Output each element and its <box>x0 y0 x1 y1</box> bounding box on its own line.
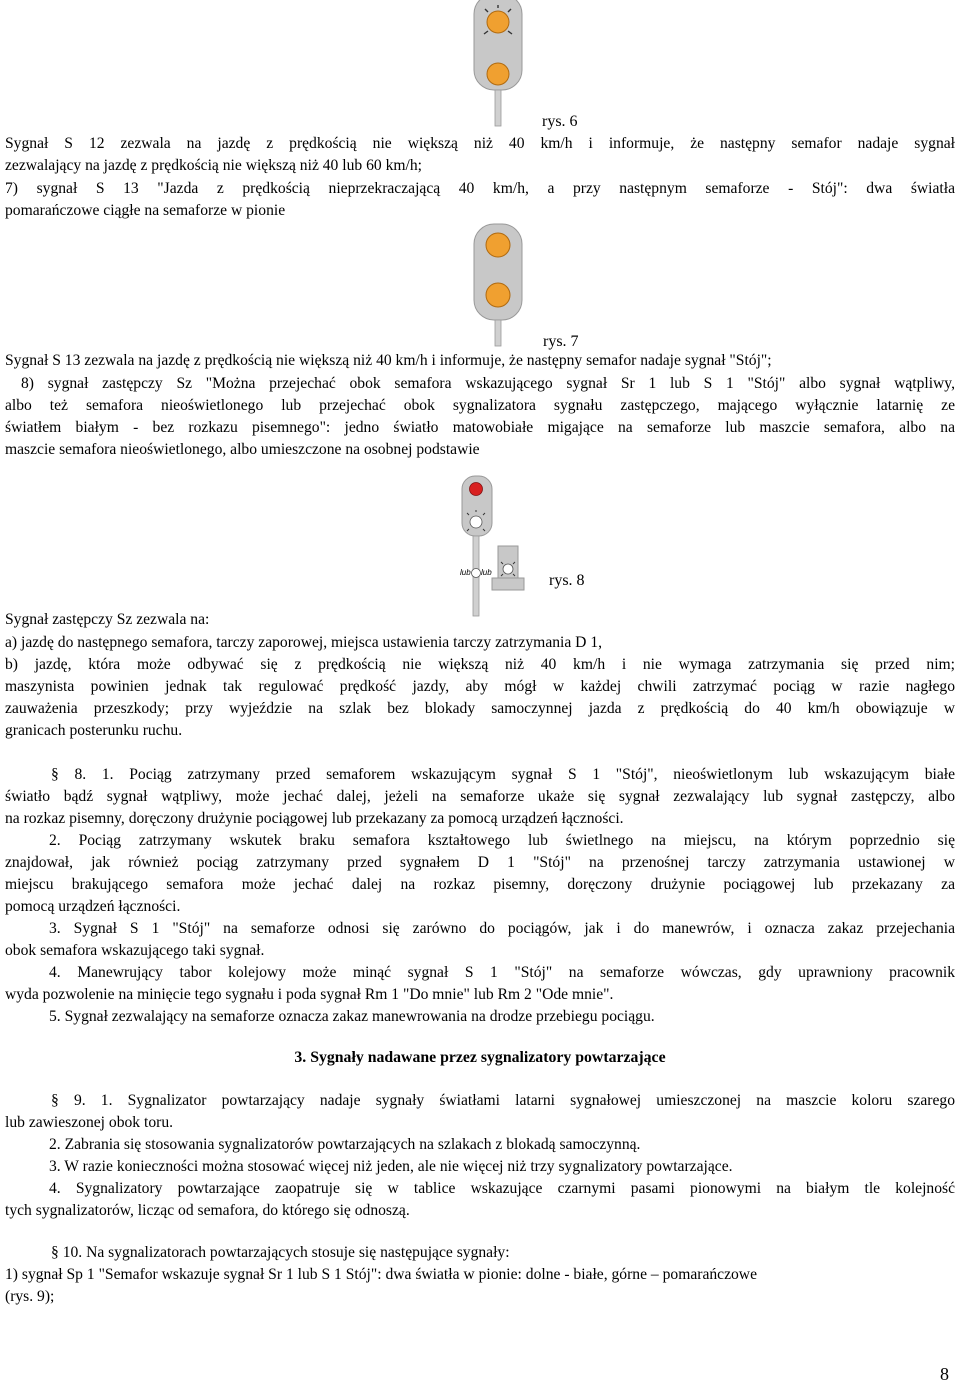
par-8-2-line-4: pomocą urządzeń łączności. <box>5 898 181 915</box>
sz-item-b-line-1: b) jazdę, która może odbywać się z prędkością nie większą niż 40 km/h i nie wymaga zatrzymania się przed nim; <box>5 656 955 673</box>
par-8-1-line-1: § 8. 1. Pociąg zatrzymany przed semaforem wskazującym sygnał S 1 "Stój", nieoświetlonym lub wskazującym białe <box>51 766 955 783</box>
sz-allows-heading: Sygnał zastępczy Sz zezwala na: <box>5 611 210 628</box>
sp1-line-1: 1) sygnał Sp 1 "Semafor wskazuje sygnał Sr 1 lub S 1 Stój": dwa światła w pionie: dolne - białe, górne – pomarańczowe <box>5 1266 757 1283</box>
signal-6-top-light <box>487 11 509 33</box>
lub-label-1: lub <box>460 568 471 577</box>
par-9-1-line-2: lub zawieszonej obok toru. <box>5 1114 174 1131</box>
par-9-4-line-2: tych sygnalizatorów, licząc od semafora, do którego się odnoszą. <box>5 1202 410 1219</box>
s12-text-line-1: Sygnał S 12 zezwala na jazdę z prędkością nie większą niż 40 km/h i informuje, że następny semafor nadaje sygnał <box>5 135 955 152</box>
par-8-1-line-2: światło bądź sygnał wątpliwy, może jechać dalej, jeżeli na semaforze ukaże się sygnał zezwalający lub sygnał zastępczy, albo <box>5 788 955 805</box>
par-8-3-line-1: 3. Sygnał S 1 "Stój" na semaforze odnosi się zarówno do pociągów, jak i do manewrów, i oznacza zakaz przejechania <box>49 920 955 937</box>
signal-8-mast-light <box>472 569 481 578</box>
signal-7-top-light <box>486 233 510 257</box>
s13-intro-line-1: 7) sygnał S 13 "Jazda z prędkością nieprzekraczającą 40 km/h, a przy następnym semaforze - Stój": dwa światła <box>5 180 955 197</box>
s13-description: Sygnał S 13 zezwala na jazdę z prędkością nie większą niż 40 km/h i informuje, że następny semafor nadaje sygnał "Stój"; <box>5 352 772 369</box>
par-8-5: 5. Sygnał zezwalający na semaforze oznacza zakaz manewrowania na drodze przebiegu pociągu. <box>49 1008 655 1025</box>
par-8-1-line-3: na rozkaz pisemny, doręczony drużynie pociągowej lub przekazany za pomocą urządzeń łączności. <box>5 810 624 827</box>
figure-7-caption: rys. 7 <box>543 333 579 350</box>
figure-6-signal-diagram <box>0 0 960 130</box>
par-9-3: 3. W razie konieczności można stosować więcej niż jeden, ale nie więcej niż trzy sygnalizatory powtarzające. <box>49 1158 733 1175</box>
figure-8-signal-diagram <box>0 470 960 620</box>
sz-item-b-line-4: granicach posterunku ruchu. <box>5 722 183 739</box>
figure-7-signal-diagram <box>0 218 960 358</box>
par-8-4-line-2: wyda pozwolenie na minięcie tego sygnału i poda sygnał Rm 1 "Do mnie" lub Rm 2 "Ode mnie". <box>5 986 614 1003</box>
sz-intro-line-2: albo też semafora nieoświetlonego lub przejechać obok sygnalizatora sygnału zastępczego, mającego wyłącznie latarnię ze <box>5 397 955 414</box>
section-heading: 3. Sygnały nadawane przez sygnalizatory powtarzające <box>294 1049 666 1066</box>
signal-7-bottom-light <box>486 283 510 307</box>
sz-intro-line-4: maszcie semafora nieoświetlonego, albo umieszczone na osobnej podstawie <box>5 441 480 458</box>
par-8-2-line-3: miejscu brakującego semafora może jechać dalej na rozkaz pisemny, doręczony drużynie pociągowej lub przekazany za <box>5 876 955 893</box>
signal-8-white-light <box>470 516 482 528</box>
par-8-4-line-1: 4. Manewrujący tabor kolejowy może minąć sygnał S 1 "Stój" na semaforze wówczas, gdy uprawniony pracownik <box>49 964 955 981</box>
lub-label-2: lub <box>481 568 492 577</box>
sz-item-b-line-3: zauważenia przeszkody; przy wyjeździe na szlak bez blokady samoczynnej jazda z prędkością do 40 km/h obowiązuje w <box>5 700 955 717</box>
sz-intro-line-1: 8) sygnał zastępczy Sz "Można przejechać obok semafora wskazującego sygnał Sr 1 lub S 1 "Stój" albo sygnał wątpliwy, <box>21 375 955 392</box>
stand-white-light <box>503 564 513 574</box>
separate-stand-base <box>492 578 524 590</box>
s12-text-line-2: zezwalający na jazdę z prędkością nie większą niż 40 lub 60 km/h; <box>5 157 422 174</box>
signal-8-red-light <box>470 483 483 496</box>
par-10: § 10. Na sygnalizatorach powtarzających stosuje się następujące sygnały: <box>51 1244 510 1261</box>
par-8-2-line-1: 2. Pociąg zatrzymany wskutek braku semafora kształtowego lub świetlnego na miejscu, na którym poprzednio się <box>49 832 955 849</box>
par-8-2-line-2: znajdował, jak również pociąg zatrzymany przed sygnałem D 1 "Stój" na przenośnej tarczy zatrzymania ustawionej w <box>5 854 955 871</box>
sz-intro-line-3: światłem białym - bez rozkazu pisemnego": jedno światło matowobiałe migające na semaforze lub maszcie semafora, albo na <box>5 419 955 436</box>
par-9-1-line-1: § 9. 1. Sygnalizator powtarzający nadaje sygnały światłami latarni sygnałowej umieszczonej na maszcie koloru szarego <box>51 1092 955 1109</box>
sp1-line-2: (rys. 9); <box>5 1288 55 1305</box>
par-9-4-line-1: 4. Sygnalizatory powtarzające zaopatruje się w tablice wskazujące czarnymi pasami pionowymi na białym tle kolejność <box>49 1180 955 1197</box>
page-number: 8 <box>940 1364 949 1384</box>
signal-6-mast <box>495 90 501 126</box>
signal-7-mast <box>495 320 501 346</box>
sz-item-a: a) jazdę do następnego semafora, tarczy zaporowej, miejsca ustawienia tarczy zatrzymania D 1, <box>5 634 603 651</box>
par-8-3-line-2: obok semafora wskazującego taki sygnał. <box>5 942 265 959</box>
signal-6-bottom-light <box>487 63 509 85</box>
par-9-2: 2. Zabrania się stosowania sygnalizatorów powtarzających na szlakach z blokadą samoczynną. <box>49 1136 641 1153</box>
figure-6-caption: rys. 6 <box>542 113 578 130</box>
s13-intro-line-2: pomarańczowe ciągłe na semaforze w pionie <box>5 202 286 219</box>
sz-item-b-line-2: maszynista powinien jednak tak regulować prędkość jazdy, aby mógł w każdej chwili zatrzymać pociąg w razie nagłego <box>5 678 955 695</box>
figure-8-caption: rys. 8 <box>549 572 585 589</box>
